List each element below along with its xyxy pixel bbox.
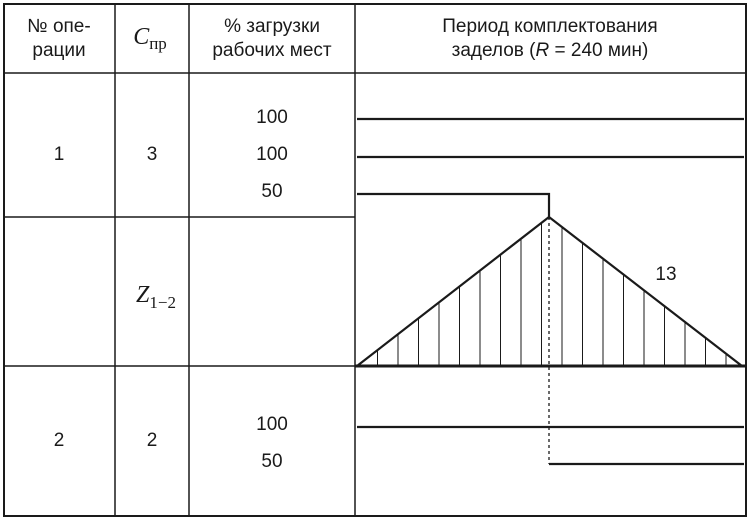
operation-1-number: 1 bbox=[53, 144, 65, 165]
operation-1-load-2: 100 bbox=[256, 144, 288, 165]
header-workplaces-symbol: C bbox=[133, 24, 150, 50]
header-period-suffix: = 240 мин) bbox=[549, 40, 649, 61]
header-period-line2 bbox=[452, 40, 649, 61]
header-workplaces-subscript: пр bbox=[149, 34, 167, 53]
backlog-symbol: Z bbox=[136, 282, 150, 308]
operation-1-load-1: 100 bbox=[256, 107, 288, 128]
header-period-prefix: заделов ( bbox=[451, 40, 536, 61]
backlog-hatching bbox=[378, 223, 727, 366]
header-period-line1: Период комплектования bbox=[442, 16, 658, 37]
header-operation-line2: рации bbox=[32, 40, 86, 61]
header-load-line2: рабочих мест bbox=[212, 40, 332, 61]
operation-2-number: 2 bbox=[53, 430, 65, 451]
backlog-subscript: 1−2 bbox=[149, 293, 176, 312]
table-header bbox=[27, 16, 657, 61]
backlog-row bbox=[136, 217, 746, 366]
header-workplaces bbox=[133, 24, 167, 53]
operation-1-load-3: 50 bbox=[261, 181, 283, 202]
header-period-variable: R bbox=[535, 40, 550, 61]
operation-2-workplaces: 2 bbox=[146, 430, 158, 451]
header-operation-line1: № опе- bbox=[27, 16, 91, 37]
operation-1-workplaces: 3 bbox=[146, 144, 158, 165]
operation-1-row bbox=[54, 107, 744, 217]
operation-2-row bbox=[54, 414, 744, 472]
operation-1-bar-3 bbox=[357, 194, 549, 217]
operation-2-load-2: 50 bbox=[261, 451, 283, 472]
header-load-line1: % загрузки bbox=[224, 16, 320, 37]
table-grid bbox=[4, 4, 746, 516]
operation-2-load-1: 100 bbox=[256, 414, 288, 435]
backlog-peak-label: 13 bbox=[655, 264, 677, 285]
backlog-label bbox=[136, 282, 176, 312]
